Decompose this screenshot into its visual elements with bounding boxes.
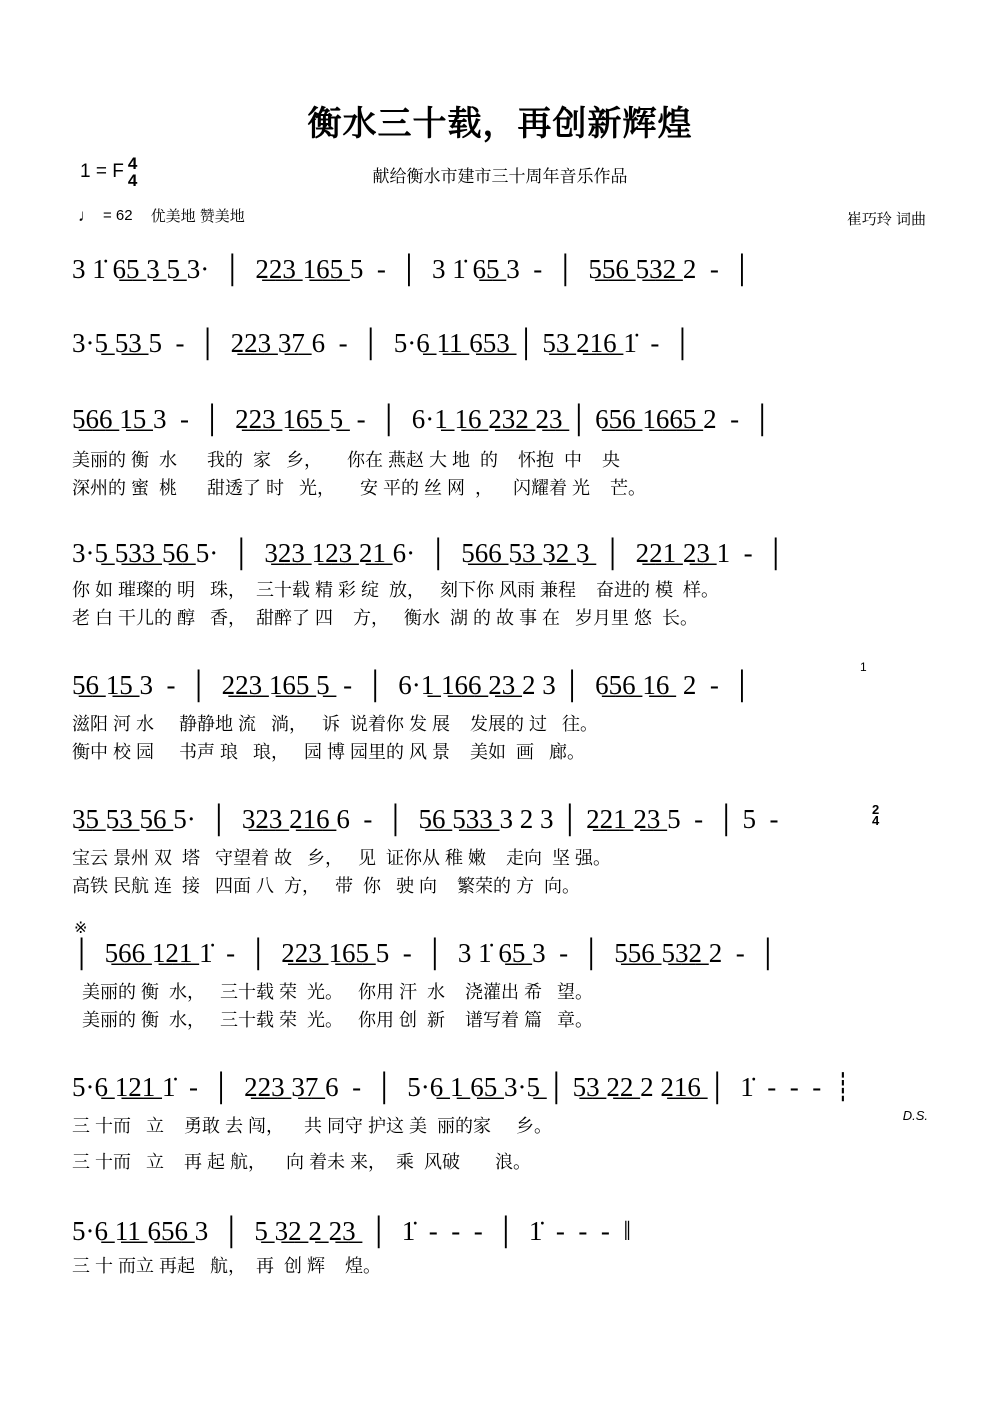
music-system <box>72 1208 932 1254</box>
music-system <box>72 796 932 842</box>
notation-line: 3 1̇ 6̲5̲ 3̲ 5̲ 3· │ 2̲2̲3̲ 1̲6̲5̲ 5 - │ 3 1̇ 6̲5̲ 3 - │ 5̲5̲6̲ 5̲3̲2̲ 2 - │ <box>72 254 752 284</box>
notation-line: 5̲6̲ 1̲5̲ 3 - │ 2̲2̲3̲ 1̲6̲5̲ 5̲ - │ 6·1̲ 1̲6̲6̲ 2̲3̲ 2 3 │ 6̲5̲6̲ 1̲6̲ 2 - │ <box>72 670 752 700</box>
notation-line: 3̲5̲ 5̲3̲ 5̲6̲ 5· │ 3̲2̲3̲ 2̲1̲6̲ 6 - │ 5̲6̲ 5̲3̲3̲ 3 2 3 │ 2̲2̲1̲ 2̲3̲ 5 - │ 5 - <box>72 804 779 834</box>
page-title: 衡水三十载，再创新辉煌 <box>307 105 693 143</box>
music-system <box>72 930 932 976</box>
time-signature-top: 4 <box>127 154 138 173</box>
lyric-line-verse2: 深州的 蜜 桃 甜透了 时 光， 安 平的 丝 网 ， 闪耀着 光 芒。 <box>72 478 647 498</box>
time-signature-change-top: 2 <box>872 802 880 817</box>
lyric-line-verse1: 你 如 璀璨的 明 珠， 三十载 精 彩 绽 放， 刻下你 风雨 兼程 奋进的 模 样。 <box>72 580 720 600</box>
lyric-line-verse1: 美丽的 衡 水， 三十载 荣 光。 你用 汗 水 浇灌出 希 望。 <box>72 982 594 1002</box>
lyric-line-verse1: 滋阳 河 水 静静地 流 淌， 诉 说着你 发 展 发展的 过 往。 <box>72 714 599 734</box>
key-signature <box>80 155 137 189</box>
lyric-line-verse2: 老 白 干儿的 醇 香， 甜醉了 四 方， 衡水 湖 的 故 事 在 岁月里 悠 长。 <box>72 608 699 628</box>
music-system <box>72 662 932 708</box>
dal-segno-mark: D.S. <box>902 1108 928 1123</box>
page-subtitle: 献给衡水市建市三十周年音乐作品 <box>372 167 628 186</box>
notation-line: 5̲6̲6̲ 1̲5̲ 3 - │ 2̲2̲3̲ 1̲6̲5̲ 5̲ - │ 6·1̲ 1̲6̲ 2̲3̲2̲ 2̲3̲ │ 6̲5̲6̲ 1̲6̲6̲5̲ 2 - │ <box>72 404 772 434</box>
lyric-line-verse1: 宝云 景州 双 塔 守望着 故 乡， 见 证你从 稚 嫩 走向 坚 强。 <box>72 848 612 868</box>
music-system <box>72 396 932 442</box>
lyric-line-verse2: 美丽的 衡 水， 三十载 荣 光。 你用 创 新 谱写着 篇 章。 <box>72 1010 594 1030</box>
composer-credit: 崔巧玲 词曲 <box>846 211 926 228</box>
time-signature-change-bottom: 4 <box>872 813 880 829</box>
quarter-note-icon: ♩ <box>78 205 95 225</box>
notation-line: 5·6̲ 1̲1̲ 6̲5̲6̲ 3 │ 5̲ 3̲2̲ 2̲ 2̲3̲ │ 1̇ - - - │ 1̇ - - - ‖ <box>72 1216 631 1246</box>
notation-line: 5·6̲ 1̲2̲1̲ 1̇ - │ 2̲2̲3̲ 3̲7̲ 6 - │ 5·6̲ 1̲ 6̲5̲ 3·5̲ │ 5̲3̲ 2̲2̲ 2 2̲1̲6̲ │ 1̇ - - - ┊ <box>72 1072 851 1102</box>
notation-line: 3·5̲ 5̲3̲3̲ 5̲6̲ 5· │ 3̲2̲3̲ 1̲2̲3̲ 2̲1̲ 6· │ 5̲6̲6̲ 5̲3̲ 3̲2̲ 3̲ │ 2̲2̲1̲ 2̲3̲ 1 - │ <box>72 538 786 568</box>
music-system <box>72 530 932 576</box>
key-label: 1 = F <box>80 161 124 182</box>
fingering-mark: 1 <box>860 660 867 674</box>
time-signature <box>128 155 137 189</box>
music-system <box>72 320 932 366</box>
tempo-marking <box>78 205 245 226</box>
lyric-line-verse1: 三 十而 立 勇敢 去 闯， 共 同守 护这 美 丽的家 乡。 <box>72 1116 553 1136</box>
lyric-line-verse1: 美丽的 衡 水 我的 家 乡， 你在 燕赵 大 地 的 怀抱 中 央 <box>72 450 621 470</box>
expression-marking: 优美地 赞美地 <box>150 208 245 225</box>
time-signature-bottom: 4 <box>127 171 138 190</box>
tempo-value: = 62 <box>103 207 133 224</box>
notation-line: │ 5̲6̲6̲ 1̲2̲1̲ 1̇ - │ 2̲2̲3̲ 1̲6̲5̲ 5 - │ 3 1̇ 6̲5̲ 3 - │ 5̲5̲6̲ 5̲3̲2̲ 2 - │ <box>72 938 778 968</box>
lyric-line-verse2: 三 十而 立 再 起 航， 向 着未 来， 乘 风破 浪。 <box>72 1152 532 1172</box>
lyric-line-verse1: 三 十 而立 再起 航， 再 创 辉 煌。 <box>72 1256 382 1276</box>
music-system <box>72 246 932 292</box>
time-signature-change <box>872 802 880 829</box>
music-system <box>72 1064 932 1110</box>
segno-icon: ※ <box>74 920 88 937</box>
notation-line: 3·5̲ 5̲3̲ 5 - │ 2̲2̲3̲ 3̲7̲ 6 - │ 5·6̲ 1̲1̲ 6̲5̲3̲ │ 5̲3̲ 2̲1̲6̲ 1̇ - │ <box>72 328 692 358</box>
lyric-line-verse2: 高铁 民航 连 接 四面 八 方， 带 你 驶 向 繁荣的 方 向。 <box>72 876 581 896</box>
lyric-line-verse2: 衡中 校 园 书声 琅 琅， 园 博 园里的 风 景 美如 画 廊。 <box>72 742 586 762</box>
